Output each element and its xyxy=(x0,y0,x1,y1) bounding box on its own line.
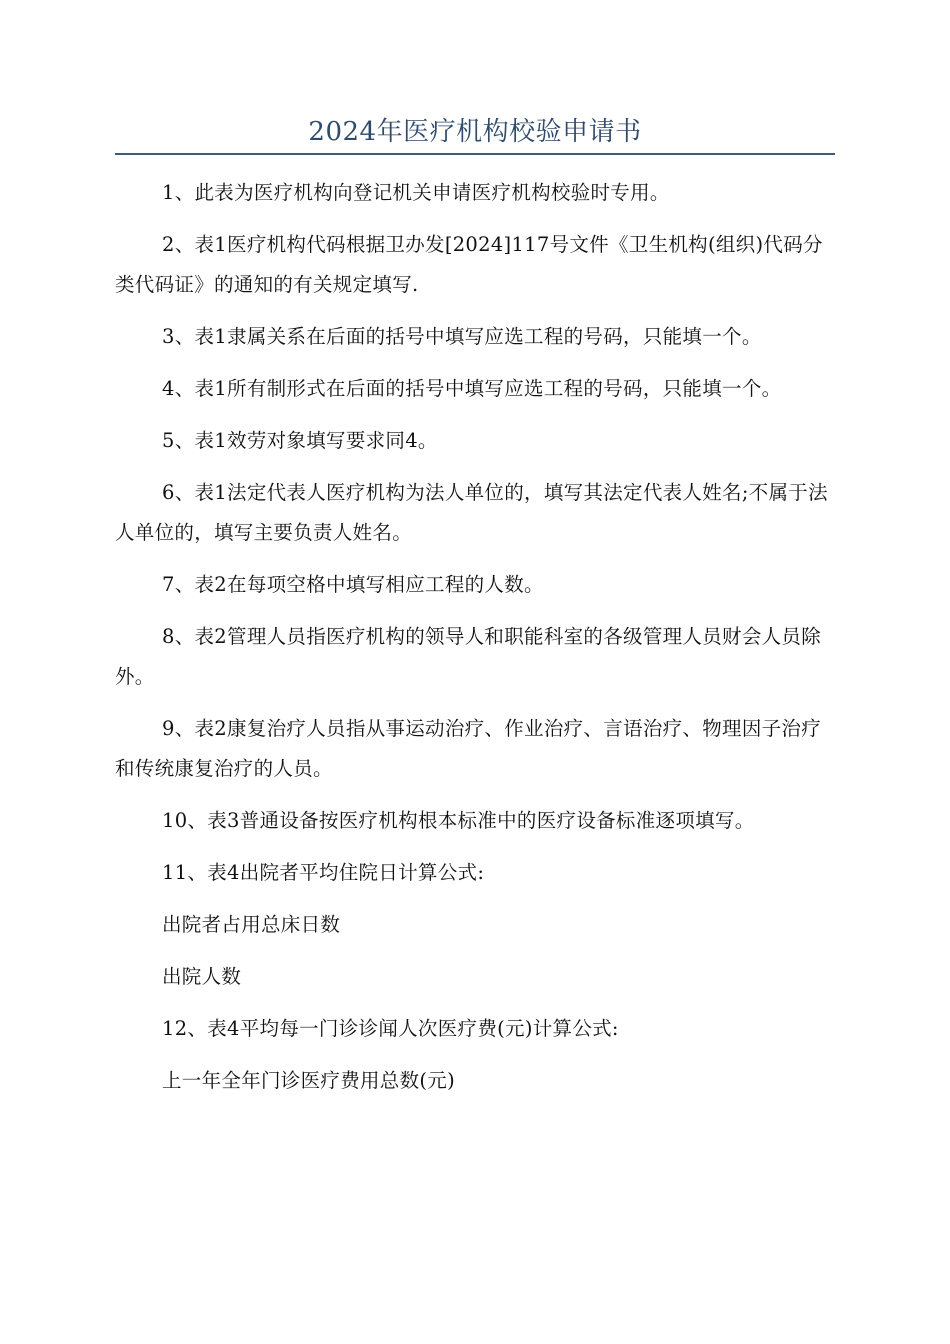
paragraph-10: 10、表3普通设备按医疗机构根本标准中的医疗设备标准逐项填写。 xyxy=(162,809,755,832)
page-title: 2024年医疗机构校验申请书 xyxy=(308,117,642,147)
paragraph-11: 11、表4出院者平均住院日计算公式: xyxy=(162,861,485,884)
paragraph-4: 4、表1所有制形式在后面的括号中填写应选工程的号码，只能填一个。 xyxy=(162,377,782,400)
paragraph-9: 9、表2康复治疗人员指从事运动治疗、作业治疗、言语治疗、物理因子治疗和传统康复治疗的人员。 xyxy=(115,717,822,780)
paragraph-3: 3、表1隶属关系在后面的括号中填写应选工程的号码，只能填一个。 xyxy=(162,325,762,348)
formula-numerator-2: 上一年全年门诊医疗费用总数(元) xyxy=(162,1069,456,1092)
paragraph-5: 5、表1效劳对象填写要求同4。 xyxy=(162,429,438,452)
formula-numerator-1: 出院者占用总床日数 xyxy=(162,913,341,936)
paragraph-6: 6、表1法定代表人医疗机构为法人单位的，填写其法定代表人姓名;不属于法人单位的，填写主要负责人姓名。 xyxy=(115,481,828,544)
title-underline xyxy=(115,153,835,155)
paragraph-7: 7、表2在每项空格中填写相应工程的人数。 xyxy=(162,573,544,596)
paragraph-8: 8、表2管理人员指医疗机构的领导人和职能科室的各级管理人员财会人员除外。 xyxy=(115,625,822,688)
paragraph-2: 2、表1医疗机构代码根据卫办发[2024]117号文件《卫生机构(组织)代码分类代码证》的通知的有关规定填写. xyxy=(115,233,823,296)
paragraph-1: 1、此表为医疗机构向登记机关申请医疗机构校验时专用。 xyxy=(162,181,670,204)
formula-denominator-1: 出院人数 xyxy=(162,965,242,988)
paragraph-12: 12、表4平均每一门诊诊闻人次医疗费(元)计算公式: xyxy=(162,1017,619,1040)
document-body xyxy=(115,173,835,1113)
